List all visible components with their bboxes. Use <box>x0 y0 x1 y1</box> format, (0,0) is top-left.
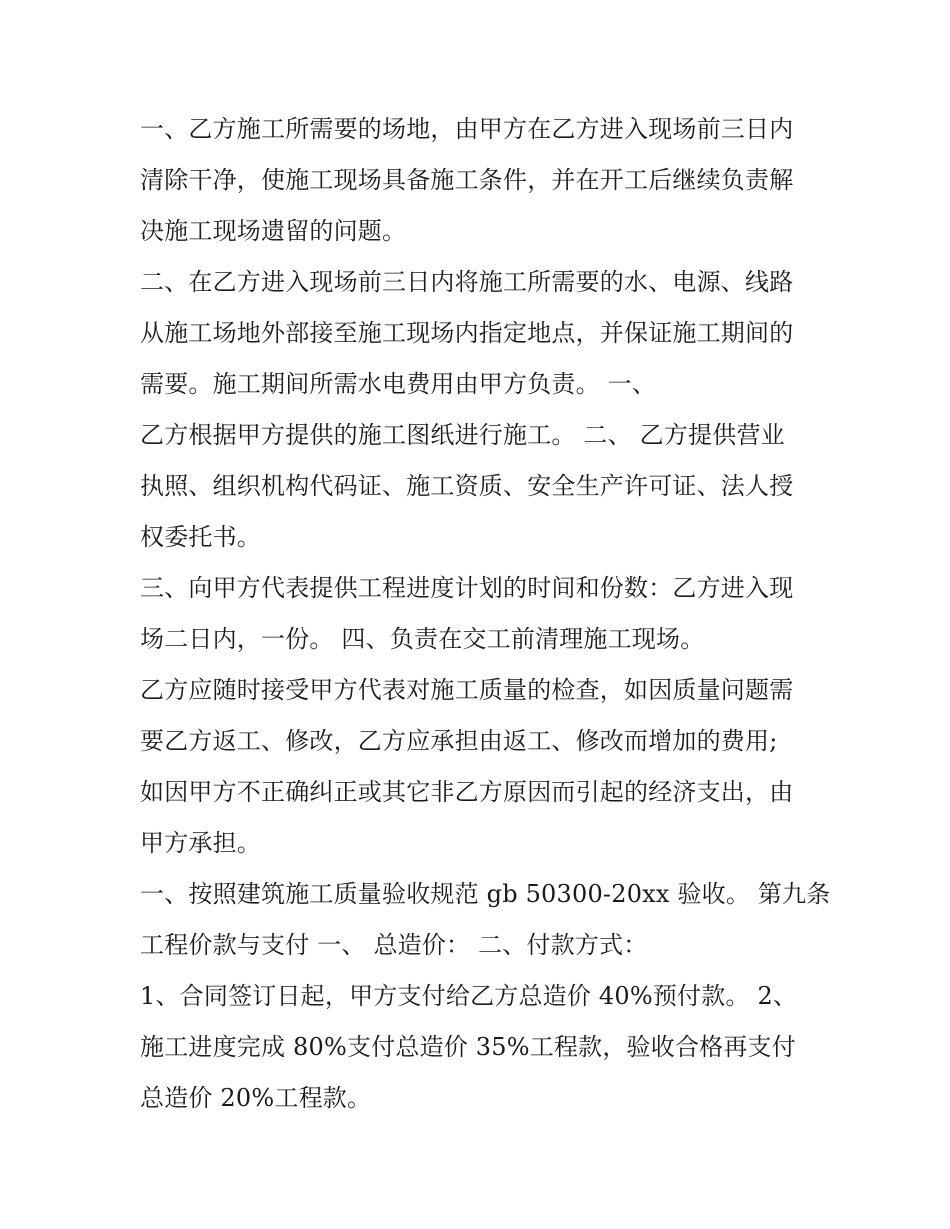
text-line: 乙方根据甲方提供的施工图纸进行施工。 二、 乙方提供营业 <box>140 421 785 449</box>
text-line: 要乙方返工、修改，乙方应承担由返工、修改而增加的费用; <box>140 727 778 755</box>
text-line: 执照、组织机构代码证、施工资质、安全生产许可证、法人授 <box>140 472 794 500</box>
text-line: 清除干净，使施工现场具备施工条件，并在开工后继续负责解 <box>140 166 794 194</box>
text-line: 需要。施工期间所需水电费用由甲方负责。 一、 <box>140 370 657 398</box>
text-line: 1、合同签订日起，甲方支付给乙方总造价 40%预付款。 2、 <box>140 982 798 1010</box>
text-line: 施工进度完成 80%支付总造价 35%工程款，验收合格再支付 <box>140 1033 796 1061</box>
text-line: 如因甲方不正确纠正或其它非乙方原因而引起的经济支出，由 <box>140 778 794 806</box>
text-line: 二、在乙方进入现场前三日内将施工所需要的水、电源、线路 <box>140 268 794 296</box>
text-line: 场二日内，一份。 四、负责在交工前清理施工现场。 <box>140 625 705 653</box>
text-line: 一、乙方施工所需要的场地，由甲方在乙方进入现场前三日内 <box>140 115 794 143</box>
text-line: 权委托书。 <box>140 523 261 551</box>
text-line: 乙方应随时接受甲方代表对施工质量的检查，如因质量问题需 <box>140 676 794 704</box>
text-line: 三、向甲方代表提供工程进度计划的时间和份数：乙方进入现 <box>140 574 794 602</box>
text-line: 总造价 20%工程款。 <box>140 1084 372 1112</box>
text-line: 甲方承担。 <box>140 829 261 857</box>
text-line: 决施工现场遗留的问题。 <box>140 217 407 245</box>
text-line: 一、按照建筑施工质量验收规范 gb 50300-20xx 验收。 第九条 <box>140 880 831 908</box>
text-line: 从施工场地外部接至施工现场内指定地点，并保证施工期间的 <box>140 319 794 347</box>
text-line: 工程价款与支付 一、 总造价： 二、付款方式： <box>140 931 648 959</box>
document-body <box>140 104 831 1124</box>
